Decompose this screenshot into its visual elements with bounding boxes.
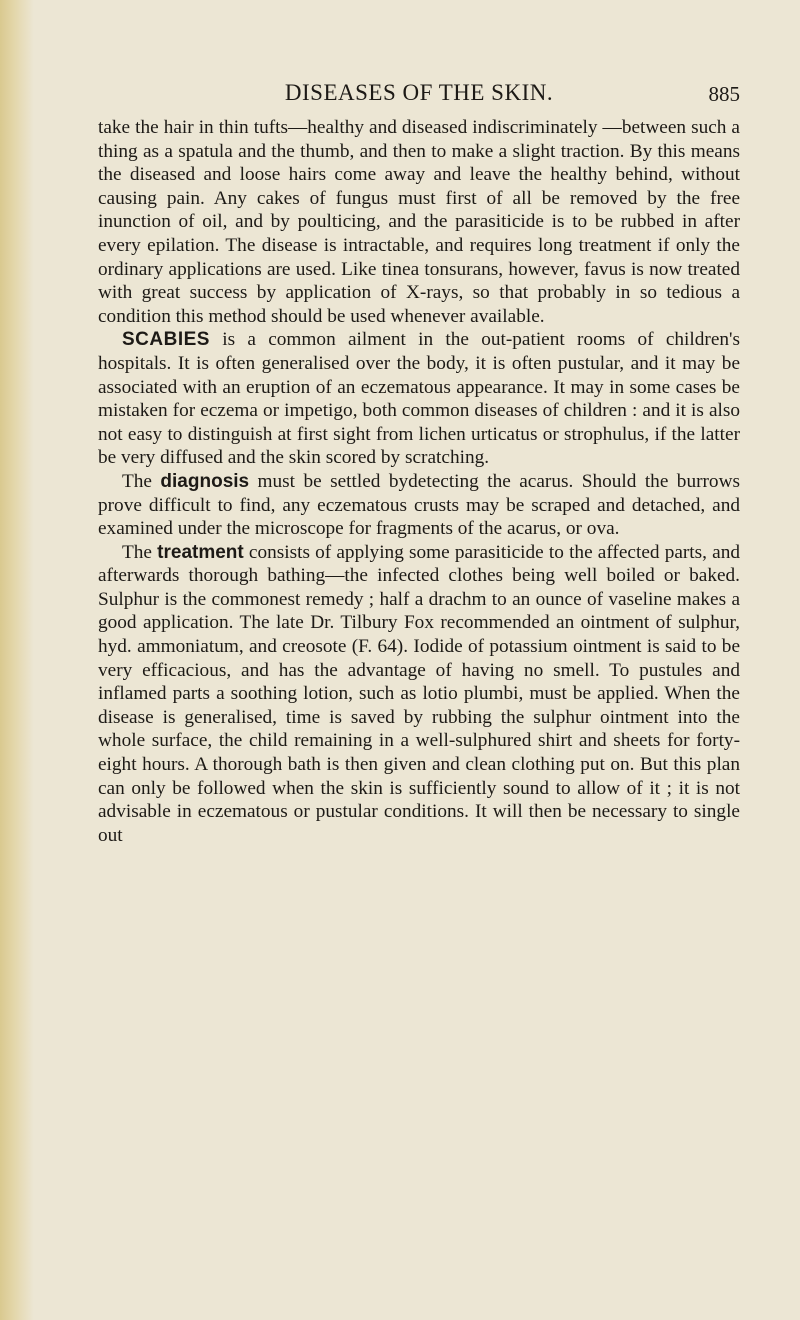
paragraph-text: is a common ailment in the out-patient rooms of children's hospitals. It is often generalised over the body, it is often pustular, and it may be associated with an eruption of an eczematous appearance. It may in some cases be mistaken for eczema or impetigo, both common diseases of children : and it is also not easy to distinguish at first sight from lichen urticatus or strophulus, if the latter be very diffused and the skin scored by scratching. xyxy=(98,329,740,469)
paragraph-text: consists of applying some parasiticide to the affected parts, and afterwards thorough bathing—the infected clothes being well boiled or baked. Sulphur is the commonest remedy ; half a drachm to an ounce of vaseline makes a good application. The late Dr. Tilbury Fox recommended an ointment of sulphur, hyd. ammoniatum, and creosote (F. 64). Iodide of potassium ointment is said to be very efficacious, and has the advantage of having no smell. To pustules and inflamed parts a soothing lotion, such as lotio plumbi, must be applied. When the disease is generalised, time is saved by rubbing the sulphur ointment into the whole surface, the child remaining in a well-sulphured shirt and sheets for forty-eight hours. A thorough bath is then given and clean clothing put on. But this plan can only be followed when the skin is sufficiently sound to allow of it ; it is not advisable in eczematous or pustular conditions. It will then be necessary to single out xyxy=(98,541,740,846)
paragraph-favus-treatment xyxy=(98,116,740,328)
page-title: DISEASES OF THE SKIN. xyxy=(284,80,554,105)
page-edge-shading xyxy=(0,0,34,1320)
section-heading-diagnosis: diagnosis xyxy=(160,470,250,492)
page-number: 885 xyxy=(708,82,740,106)
running-head xyxy=(98,78,740,108)
paragraph-text: take the hair in thin tufts—healthy and diseased indiscriminately —between such a thing as a spatula and the thumb, and then to make a slight traction. By this means the diseased and loose hairs come away and leave the healthy behind, without causing pain. Any cakes of fungus must first of all be removed by the free inunction of oil, and by poulticing, and the parasiticide is to be rubbed in after every epilation. The disease is intractable, and requires long treatment if only the ordinary applications are used. Like tinea tonsurans, however, favus is now treated with great success by application of X-rays, so that probably in so tedious a condition this method should be used whenever available. xyxy=(98,117,740,327)
section-heading-treatment: treatment xyxy=(157,541,244,563)
paragraph-diagnosis xyxy=(98,470,740,541)
paragraph-text-lead: The xyxy=(122,541,158,563)
paragraph-treatment xyxy=(98,541,740,848)
paragraph-text: must be settled bydetecting the acarus. Should the burrows prove difficult to find, any eczematous crusts may be scraped and detached, and examined under the microscope for fragments of the acarus, or ova. xyxy=(98,470,740,540)
book-page xyxy=(98,78,740,847)
paragraph-scabies xyxy=(98,328,740,470)
paragraph-text-lead: The xyxy=(122,470,161,492)
section-heading-scabies: SCABIES xyxy=(122,329,210,351)
body-text xyxy=(98,116,740,847)
